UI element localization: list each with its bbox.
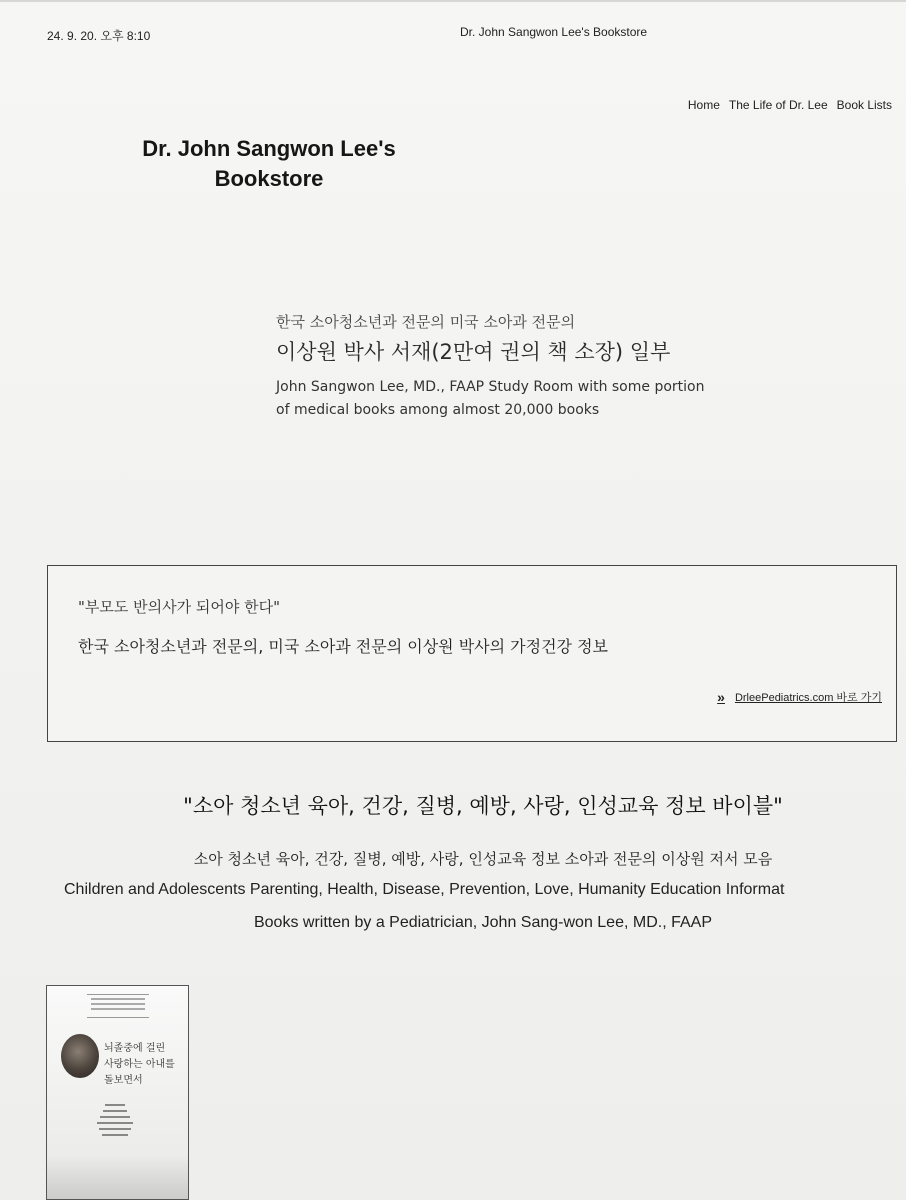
bible-korean-description: 소아 청소년 육아, 건강, 질병, 예방, 사랑, 인성교육 정보 소아과 전문의 이상원 저서 모음 bbox=[193, 850, 773, 868]
book-cover[interactable] bbox=[46, 985, 189, 1200]
drlee-pediatrics-link-label: DrleePediatrics.com 바로 가기 bbox=[734, 692, 882, 704]
bible-author-line: Books written by a Pediatrician, John Sang-won Lee, MD., FAAP bbox=[253, 914, 712, 931]
book-title-line-1: 뇌졸중에 걸린 bbox=[104, 1043, 166, 1054]
double-chevron-right-icon: » bbox=[717, 689, 725, 705]
book-title-line-2: 사랑하는 아내를 bbox=[104, 1059, 175, 1070]
nav-item-home[interactable]: Home bbox=[687, 98, 720, 112]
promo-quote: "부모도 반의사가 되어야 한다" bbox=[78, 598, 280, 616]
intro-section bbox=[276, 311, 736, 422]
nav-item-life-of-dr-lee[interactable]: The Life of Dr. Lee bbox=[728, 98, 828, 112]
nav-item-book-lists[interactable]: Book Lists bbox=[836, 98, 892, 112]
book-cover-portrait bbox=[61, 1034, 99, 1078]
bible-title: "소아 청소년 육아, 건강, 질병, 예방, 사랑, 인성교육 정보 바이블" bbox=[183, 794, 783, 818]
book-cover-blurb bbox=[87, 994, 149, 1018]
bible-english-description: Children and Adolescents Parenting, Health, Disease, Prevention, Love, Humanity Education Informat bbox=[64, 881, 785, 898]
intro-heading: 이상원 박사 서재(2만여 권의 책 소장) 일부 bbox=[276, 340, 671, 364]
print-page-title: Dr. John Sangwon Lee's Bookstore bbox=[460, 25, 648, 39]
main-nav bbox=[688, 98, 892, 112]
drlee-pediatrics-link[interactable] bbox=[717, 689, 882, 705]
book-cover-title bbox=[104, 1041, 188, 1089]
book-title-line-3: 돌보면서 bbox=[104, 1075, 143, 1086]
intro-english: John Sangwon Lee, MD., FAAP Study Room with some portion of medical books among almost 20,000 books bbox=[276, 379, 705, 418]
site-title[interactable]: Dr. John Sangwon Lee's Bookstore bbox=[142, 136, 396, 191]
book-cover-text-lines bbox=[95, 1100, 135, 1140]
top-rule bbox=[0, 0, 906, 2]
promo-box bbox=[47, 565, 897, 742]
intro-subtitle: 한국 소아청소년과 전문의 미국 소아과 전문의 bbox=[276, 313, 576, 331]
promo-description: 한국 소아청소년과 전문의, 미국 소아과 전문의 이상원 박사의 가정건강 정보 bbox=[78, 637, 608, 656]
book-cover-landscape bbox=[47, 1156, 189, 1200]
print-date: 24. 9. 20. 오후 8:10 bbox=[47, 29, 151, 43]
